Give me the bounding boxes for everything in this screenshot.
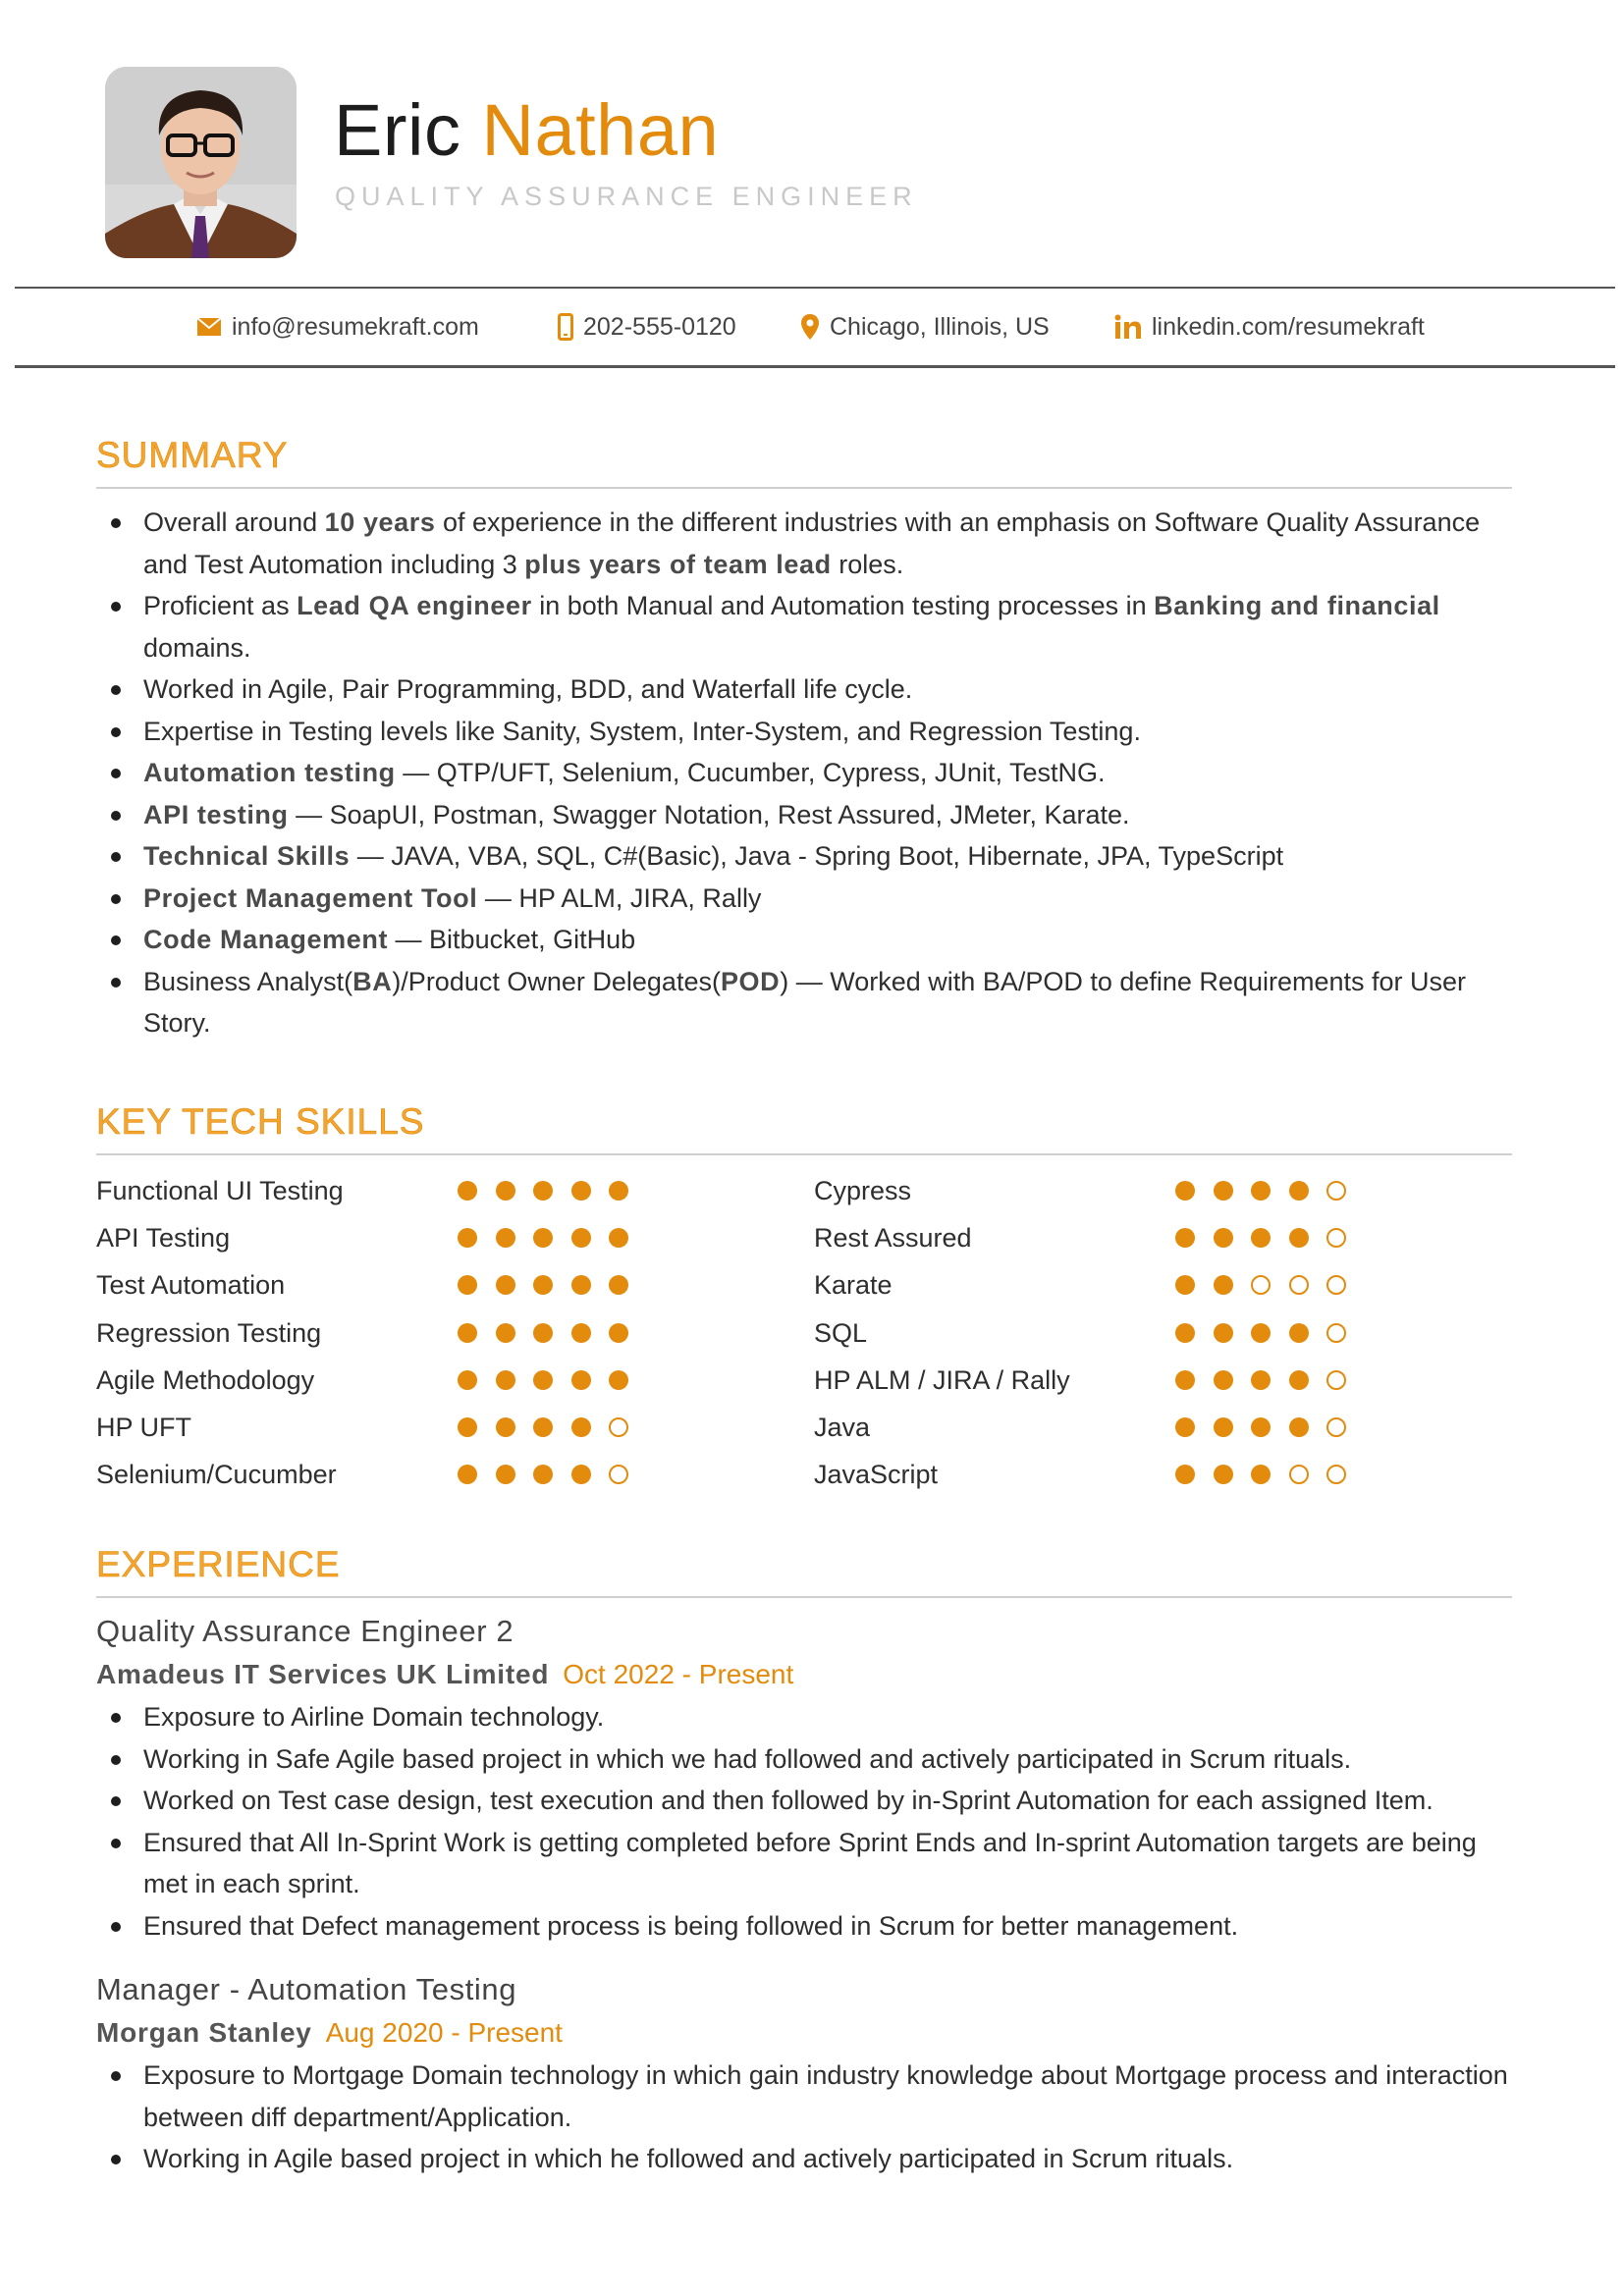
skill-name: Selenium/Cucumber bbox=[96, 1460, 337, 1490]
job-dates: Oct 2022 - Present bbox=[563, 1659, 794, 1689]
job-title: Quality Assurance Engineer 2 bbox=[96, 1614, 514, 1648]
rating-dot-filled bbox=[496, 1181, 515, 1201]
linkedin-text: linkedin.com/resumekraft bbox=[1152, 312, 1425, 341]
job-role: QUALITY ASSURANCE ENGINEER bbox=[335, 182, 918, 211]
company-name: Morgan Stanley bbox=[96, 2017, 312, 2048]
job-bullet: Worked on Test case design, test execution and then followed by in-Sprint Automation for each assigned Item. bbox=[96, 1780, 1512, 1822]
contact-email[interactable] bbox=[196, 310, 479, 344]
rating-dot-filled bbox=[1214, 1465, 1233, 1484]
job-title: Manager - Automation Testing bbox=[96, 1972, 517, 2006]
rating-dot-filled bbox=[496, 1275, 515, 1295]
summary-item bbox=[96, 794, 1512, 836]
summary-text: Overall around bbox=[143, 507, 325, 537]
rating-dot-filled bbox=[496, 1417, 515, 1437]
summary-text: ) — Worked with BA/POD to define Requirements for User Story. bbox=[143, 966, 1467, 1038]
rating-dot-filled bbox=[533, 1417, 553, 1437]
summary-highlight: Code Management bbox=[143, 925, 389, 954]
skill-row bbox=[96, 1404, 685, 1451]
rating-dot-filled bbox=[458, 1228, 477, 1248]
summary-text: )/Product Owner Delegates( bbox=[392, 966, 721, 996]
summary-item bbox=[96, 919, 1512, 961]
rating-dot-empty bbox=[1289, 1465, 1309, 1484]
rating-dot-filled bbox=[571, 1275, 591, 1295]
summary-text: Expertise in Testing levels like Sanity, System, Inter-System, and Regression Testing. bbox=[143, 716, 1141, 746]
rating-dot-filled bbox=[1175, 1181, 1195, 1201]
rating-dot-filled bbox=[1175, 1323, 1195, 1343]
rating-dot-filled bbox=[1175, 1275, 1195, 1295]
rating-dot-empty bbox=[1251, 1275, 1271, 1295]
rating-dot-filled bbox=[609, 1228, 628, 1248]
skill-name: HP UFT bbox=[96, 1413, 192, 1442]
rating-dot-filled bbox=[533, 1465, 553, 1484]
rating-dot-filled bbox=[1175, 1228, 1195, 1248]
skill-name: Karate bbox=[814, 1270, 893, 1301]
rating-dot-empty bbox=[1289, 1275, 1309, 1295]
summary-text: domains. bbox=[143, 632, 251, 663]
rating-dot-filled bbox=[533, 1370, 553, 1390]
contact-phone[interactable] bbox=[558, 310, 736, 344]
job-entry bbox=[96, 1610, 1512, 1947]
rating-dot-filled bbox=[496, 1465, 515, 1484]
map-pin-icon bbox=[800, 313, 820, 341]
summary-item bbox=[96, 711, 1512, 753]
summary-text: roles. bbox=[831, 549, 904, 579]
rating-dot-filled bbox=[1289, 1370, 1309, 1390]
skill-name: Cypress bbox=[814, 1176, 912, 1205]
skill-name: JavaScript bbox=[814, 1460, 939, 1490]
skills-section bbox=[96, 1098, 1512, 1490]
linkedin-icon bbox=[1114, 314, 1142, 340]
rating-dot-filled bbox=[458, 1181, 477, 1201]
job-dates: Aug 2020 - Present bbox=[325, 2017, 563, 2048]
rating-dot-filled bbox=[533, 1228, 553, 1248]
rating-dot-filled bbox=[1289, 1323, 1309, 1343]
section-divider bbox=[96, 487, 1512, 489]
skill-name: API Testing bbox=[96, 1223, 231, 1254]
rating-dot-filled bbox=[458, 1417, 477, 1437]
job-bullet: Ensured that All In-Sprint Work is getting completed before Sprint Ends and In-sprint Automation targets are being met in each sprint. bbox=[96, 1822, 1512, 1905]
rating-dot-filled bbox=[1214, 1370, 1233, 1390]
summary-list bbox=[96, 502, 1512, 1044]
job-entry bbox=[96, 1968, 1512, 2180]
rating-dot-empty bbox=[1326, 1228, 1346, 1248]
skills-grid bbox=[96, 1167, 1512, 1490]
rating-dot-filled bbox=[1214, 1181, 1233, 1201]
skill-name: SQL bbox=[814, 1317, 868, 1348]
section-divider bbox=[96, 1596, 1512, 1598]
skill-name: Functional UI Testing bbox=[96, 1176, 344, 1205]
skill-row bbox=[96, 1309, 685, 1357]
job-company-line bbox=[96, 1653, 1512, 1696]
rating-dot-filled bbox=[571, 1323, 591, 1343]
rating-dot-filled bbox=[571, 1228, 591, 1248]
summary-section bbox=[96, 432, 1512, 1044]
rating-dot-filled bbox=[571, 1370, 591, 1390]
contact-linkedin[interactable] bbox=[1114, 310, 1425, 344]
summary-highlight: Banking and financial bbox=[1154, 591, 1440, 620]
rating-dot-empty bbox=[609, 1417, 628, 1437]
jobs-list bbox=[96, 1610, 1512, 2180]
contact-location bbox=[800, 310, 1050, 344]
job-bullet: Ensured that Defect management process is being followed in Scrum for better management. bbox=[96, 1905, 1512, 1948]
experience-heading: EXPERIENCE bbox=[96, 1544, 341, 1584]
skill-row bbox=[814, 1357, 1403, 1404]
summary-item bbox=[96, 585, 1512, 668]
email-text: info@resumekraft.com bbox=[232, 312, 479, 341]
company-name: Amadeus IT Services UK Limited bbox=[96, 1659, 550, 1689]
rating-dot-filled bbox=[1251, 1323, 1271, 1343]
rating-dot-filled bbox=[1214, 1417, 1233, 1437]
rating-dot-filled bbox=[609, 1323, 628, 1343]
summary-item bbox=[96, 835, 1512, 878]
skill-name: Java bbox=[814, 1413, 871, 1442]
rating-dot-empty bbox=[1326, 1275, 1346, 1295]
rating-dot-filled bbox=[496, 1370, 515, 1390]
summary-text: of experience in the different industries with an emphasis on Software Quality Assurance and Test Automation including 3 bbox=[143, 507, 1481, 579]
rating-dot-filled bbox=[458, 1323, 477, 1343]
rating-dot-filled bbox=[1175, 1417, 1195, 1437]
summary-text: in both Manual and Automation testing processes in bbox=[531, 591, 1155, 620]
summary-highlight: Automation testing bbox=[143, 758, 396, 787]
profile-photo bbox=[105, 67, 297, 258]
rating-dot-filled bbox=[1289, 1228, 1309, 1248]
summary-text: — JAVA, VBA, SQL, C#(Basic), Java - Spring Boot, Hibernate, JPA, TypeScript bbox=[350, 841, 1284, 871]
skill-row bbox=[814, 1309, 1403, 1357]
rating-dot-filled bbox=[1251, 1417, 1271, 1437]
skill-row bbox=[814, 1261, 1403, 1308]
rating-dot-filled bbox=[1251, 1181, 1271, 1201]
phone-text: 202-555-0120 bbox=[583, 312, 736, 341]
rating-dot-filled bbox=[458, 1465, 477, 1484]
summary-text: — QTP/UFT, Selenium, Cucumber, Cypress, JUnit, TestNG. bbox=[395, 758, 1106, 787]
rating-dot-filled bbox=[1289, 1181, 1309, 1201]
rating-dot-filled bbox=[496, 1323, 515, 1343]
rating-dot-filled bbox=[458, 1275, 477, 1295]
rating-dot-filled bbox=[1214, 1275, 1233, 1295]
summary-item bbox=[96, 961, 1512, 1044]
rating-dot-filled bbox=[609, 1181, 628, 1201]
rating-dot-filled bbox=[1251, 1370, 1271, 1390]
skill-row bbox=[96, 1261, 685, 1308]
summary-highlight: Technical Skills bbox=[143, 841, 351, 871]
location-text: Chicago, Illinois, US bbox=[830, 312, 1050, 341]
summary-text: — SoapUI, Postman, Swagger Notation, Rest Assured, JMeter, Karate. bbox=[288, 799, 1130, 829]
summary-text: — HP ALM, JIRA, Rally bbox=[477, 882, 762, 913]
rating-dot-empty bbox=[609, 1465, 628, 1484]
skill-row bbox=[96, 1167, 685, 1214]
summary-highlight: API testing bbox=[143, 799, 289, 829]
summary-text: Proficient as bbox=[143, 591, 298, 620]
experience-section bbox=[96, 1541, 1512, 2180]
rating-dot-filled bbox=[533, 1275, 553, 1295]
skill-name: HP ALM / JIRA / Rally bbox=[814, 1364, 1070, 1395]
skill-row bbox=[96, 1451, 685, 1498]
skill-row bbox=[814, 1167, 1403, 1214]
skill-row bbox=[814, 1404, 1403, 1451]
summary-highlight: Project Management Tool bbox=[143, 882, 478, 913]
summary-highlight: BA bbox=[352, 966, 393, 996]
rating-dot-empty bbox=[1326, 1181, 1346, 1201]
contact-bar bbox=[15, 287, 1615, 368]
summary-item bbox=[96, 502, 1512, 585]
skills-heading: KEY TECH SKILLS bbox=[96, 1101, 425, 1142]
rating-dot-filled bbox=[533, 1181, 553, 1201]
rating-dot-filled bbox=[1214, 1323, 1233, 1343]
rating-dot-filled bbox=[1175, 1465, 1195, 1484]
summary-item bbox=[96, 878, 1512, 920]
rating-dot-filled bbox=[1289, 1417, 1309, 1437]
rating-dot-filled bbox=[571, 1181, 591, 1201]
phone-icon bbox=[558, 313, 573, 341]
job-bullets bbox=[96, 2055, 1512, 2180]
skill-name: Test Automation bbox=[96, 1270, 286, 1301]
job-bullet: Working in Safe Agile based project in which we had followed and actively participated in Scrum rituals. bbox=[96, 1738, 1512, 1781]
rating-dot-filled bbox=[1214, 1228, 1233, 1248]
job-bullet: Exposure to Mortgage Domain technology in which gain industry knowledge about Mortgage process and interaction between diff department/Application. bbox=[96, 2055, 1512, 2138]
skill-name: Agile Methodology bbox=[96, 1364, 315, 1395]
rating-dot-filled bbox=[1251, 1465, 1271, 1484]
envelope-icon bbox=[196, 317, 222, 337]
rating-dot-filled bbox=[496, 1228, 515, 1248]
rating-dot-filled bbox=[571, 1465, 591, 1484]
section-divider bbox=[96, 1153, 1512, 1155]
summary-item bbox=[96, 668, 1512, 711]
summary-heading: SUMMARY bbox=[96, 435, 289, 475]
job-bullet: Exposure to Airline Domain technology. bbox=[96, 1696, 1512, 1738]
rating-dot-filled bbox=[1175, 1370, 1195, 1390]
summary-highlight: POD bbox=[720, 966, 781, 996]
last-name: Nathan bbox=[481, 89, 720, 171]
rating-dot-filled bbox=[609, 1275, 628, 1295]
rating-dot-filled bbox=[609, 1370, 628, 1390]
summary-text: Business Analyst( bbox=[143, 966, 353, 996]
summary-highlight: 10 years bbox=[324, 507, 436, 537]
job-bullet: Working in Agile based project in which he followed and actively participated in Scrum rituals. bbox=[96, 2138, 1512, 2180]
rating-dot-empty bbox=[1326, 1465, 1346, 1484]
rating-dot-filled bbox=[571, 1417, 591, 1437]
skill-row bbox=[96, 1214, 685, 1261]
summary-highlight: Lead QA engineer bbox=[297, 591, 532, 620]
rating-dot-empty bbox=[1326, 1370, 1346, 1390]
rating-dot-filled bbox=[458, 1370, 477, 1390]
skill-row bbox=[96, 1357, 685, 1404]
skill-row bbox=[814, 1214, 1403, 1261]
first-name: Eric bbox=[334, 89, 461, 171]
candidate-name bbox=[334, 86, 719, 175]
summary-highlight: plus years of team lead bbox=[524, 549, 832, 579]
summary-item bbox=[96, 752, 1512, 794]
rating-dot-filled bbox=[533, 1323, 553, 1343]
skill-name: Regression Testing bbox=[96, 1317, 322, 1348]
summary-text: Worked in Agile, Pair Programming, BDD, and Waterfall life cycle. bbox=[143, 674, 913, 704]
rating-dot-filled bbox=[1251, 1228, 1271, 1248]
skill-row bbox=[814, 1451, 1403, 1498]
job-company-line bbox=[96, 2011, 1512, 2055]
job-bullets bbox=[96, 1696, 1512, 1947]
skill-name: Rest Assured bbox=[814, 1223, 972, 1254]
rating-dot-empty bbox=[1326, 1417, 1346, 1437]
summary-text: — Bitbucket, GitHub bbox=[388, 925, 636, 954]
rating-dot-empty bbox=[1326, 1323, 1346, 1343]
